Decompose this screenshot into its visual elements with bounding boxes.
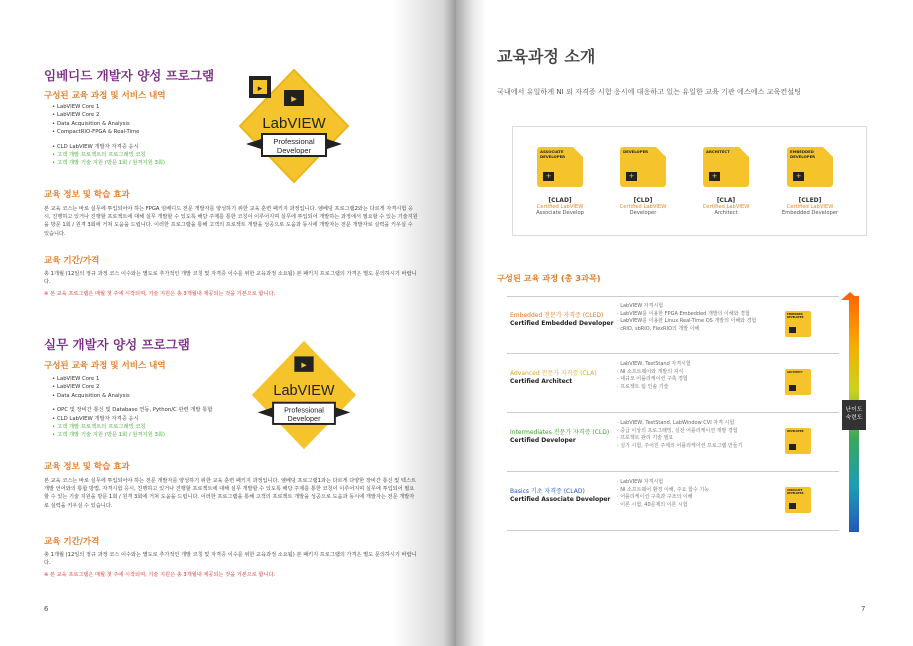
cert-line1: Certified LabVIEW [702, 204, 750, 210]
list-item: · 실기 시험, 주어진 주제의 어플리케이션 프로그램 만들기 [617, 443, 742, 451]
section2-title: 실무 개발자 양성 프로그램 [44, 337, 190, 352]
labview-logo-icon [789, 327, 796, 333]
badge-developer-text: Developer [276, 146, 312, 155]
badge-labview-text: LabVIEW [262, 115, 326, 132]
list-item: • 고객 개발 기술 지원 (방문 1회 / 원격지원 3회) [52, 159, 165, 167]
labview-logo-icon: + [543, 172, 554, 181]
cert-card-title: EMBEDDED DEVELOPER [790, 149, 816, 159]
cert-mini-card [785, 369, 811, 395]
list-item: · LabVIEW, TestStand 자격시험 [617, 361, 691, 369]
course-row-cld [507, 414, 839, 472]
list-item: • 고객 개발 프로젝트의 프로그래밍 코칭 [52, 423, 212, 431]
section2-period-text: 총 1개월 (12일의 정규 과정 코스 이수와는 별도로 추가적인 개발 코칭 및 자격증 이수를 위한 교육과정 소요됨) 본 패키지 프로그램의 가격은 별도 문의하시기 바랍니다. [44, 552, 417, 567]
right-page-title: 교육과정 소개 [497, 47, 596, 66]
badge-professional-text: Professional [284, 405, 324, 415]
cert-mini-card [785, 311, 811, 337]
list-item: • CompactRIO-FPGA & Real-Time [52, 128, 165, 136]
left-page [0, 0, 456, 646]
list-item: • Data Acquisition & Analysis [52, 392, 212, 400]
section1-info-text: 본 교육 코스는 바로 실무에 투입되어야 하는 FPGA 임베디드 전문 개발자를 양성하기 위한 교육 훈련 패키지 과정입니다. 엠베딩 프로그램2와는 다르게 자격시험 응시, 진행하고 있거나 진행할 프로젝트에 대해 실무 개발할 수 있도록 해당 주제를 통한 코칭이 이루어지며 실무에 투입되어 개발하는 과정에서 필요할 수 있는 기술지원을 방문 1회 / 원격 3회에 거쳐 도움을 드립니다. 이러한 프로그램을 통해 고객의 프로젝트 개발을 성공으로 도움과 동시에 개발자는 전문 개발자로 실력을 키우실 수 있습니다. [44, 206, 418, 237]
cert-card-image [620, 147, 666, 187]
course-row-cled [507, 296, 839, 354]
course-row-clad [507, 473, 839, 531]
list-item: · NI 소프트웨어와 개발의 지식 [617, 369, 691, 377]
section1-period-title: 교육 기간/가격 [44, 256, 100, 266]
cert-line1: Certified LabVIEW [536, 204, 584, 210]
list-item: · LabVIEW를 이용한 Linux Real-Time OS 개발의 이해와 경험 [617, 318, 756, 326]
chip-icon [249, 76, 271, 98]
labview-logo-icon: + [709, 172, 720, 181]
list-item: · LabVIEW 자격시험 [617, 303, 756, 311]
badge-developer-text: Developer [287, 414, 321, 424]
course-level-label: Basics 기초 자격증 (CLAD) [510, 488, 585, 495]
cert-cled [775, 147, 845, 216]
cert-line2: Developer [629, 210, 657, 216]
list-item: · cRIO, sbRIO, FlexRIO의 개발 이해 [617, 326, 756, 334]
course-description [617, 303, 756, 333]
list-item: • CLD LabVIEW 개발자 자격증 응시 [52, 143, 165, 151]
section2-info-title: 교육 정보 및 학습 효과 [44, 462, 130, 472]
difficulty-label: 난이도 숙련도 [842, 400, 866, 430]
labview-professional-badge [236, 66, 352, 186]
course-name: Certified Developer [510, 437, 576, 444]
mini-card-title: DEVELOPER [787, 430, 804, 433]
cert-line2: Associate Develop [536, 210, 584, 216]
course-description [617, 361, 691, 391]
list-item: · LabVIEW, TestStand, LabWindow CVI 자격 시험 [617, 420, 742, 428]
cert-card-image [537, 147, 583, 187]
cert-card-title: ARCHITECT [706, 149, 730, 154]
cert-abbr: [CLD] [633, 197, 653, 204]
cert-card-title: ASSOCIATE DEVELOPER [540, 149, 566, 159]
list-item: · LabVIEW 자격시험 [617, 479, 709, 487]
left-page-gutter-shadow [392, 0, 456, 646]
svg-text:▸: ▸ [257, 84, 263, 94]
list-item: • LabVIEW Core 1 [52, 103, 165, 111]
cert-abbr: [CLAD] [548, 197, 572, 204]
section1-info-title: 교육 정보 및 학습 효과 [44, 190, 130, 200]
section1-curriculum-list [52, 103, 165, 168]
list-item: · 대규모 어플리케이션 구축 경험 [617, 376, 691, 384]
list-item: • LabVIEW Core 2 [52, 111, 165, 119]
course-description [617, 420, 742, 450]
course-name: Certified Architect [510, 378, 573, 385]
svg-text:▸: ▸ [301, 357, 307, 371]
course-level [510, 429, 609, 445]
cert-card-image [703, 147, 749, 187]
courses-title: 구성된 교육 과정 (총 3과목) [497, 273, 601, 283]
badge-professional-text: Professional [273, 137, 315, 146]
svg-text:▸: ▸ [291, 92, 297, 105]
cert-abbr: [CLA] [716, 197, 736, 204]
course-level-label: Intermediates 전문가 자격증 (CLD) [510, 429, 610, 436]
course-level-label: Advanced 전문가 자격증 (CLA) [510, 370, 597, 377]
labview-logo-icon [789, 385, 796, 391]
section2-curriculum-list [52, 375, 212, 440]
labview-logo-icon [789, 444, 796, 450]
mini-card-title: EMBEDDED DEVELOPER [787, 313, 804, 319]
mini-card-title: ARCHITECT [787, 371, 803, 374]
section2-note: ※ 본 교육 프로그램은 매월 첫 주에 시작되며, 기술 지원은 총 3개월내 제공되는 것을 기본으로 합니다. [44, 572, 276, 578]
list-item: • Data Acquisition & Analysis [52, 120, 165, 128]
course-name: Certified Embedded Developer [510, 320, 614, 327]
cert-abbr: [CLED] [798, 197, 822, 204]
course-level [510, 312, 614, 328]
course-level-label: Embedded 전문가 자격증 (CLED) [510, 312, 604, 319]
cert-clad [525, 147, 595, 216]
certification-overview [512, 126, 867, 236]
cert-card-title: DEVELOPER [623, 149, 649, 154]
badge-labview-text: LabVIEW [273, 383, 335, 399]
course-name: Certified Associate Developer [510, 496, 611, 503]
labview-logo-icon: + [793, 172, 804, 181]
list-item: • 고객 개발 기술 지원 (방문 1회 / 원격지원 3회) [52, 431, 212, 439]
list-item: • CLD LabVIEW 개발자 자격증 응시 [52, 415, 212, 423]
cert-cld [608, 147, 678, 216]
right-page-gutter-shadow [456, 0, 486, 646]
list-item: • LabVIEW Core 1 [52, 375, 212, 383]
list-item: · NI 소프트웨어 환경 이해, 주요 함수 기능 [617, 487, 709, 495]
course-description [617, 479, 709, 509]
list-item: · LabVIEW를 이용한 FPGA Embedded 개발의 이해와 경험 [617, 311, 756, 319]
list-item: · 어플리케이션 구축과 구조의 이해 [617, 494, 709, 502]
cert-line2: Embedded Developer [781, 210, 839, 216]
list-item: • OPC 및 장비간 통신 및 Database 연동, Python/C 관련 개발 통합 [52, 406, 212, 414]
section1-curriculum-title: 구성된 교육 과정 및 서비스 내역 [44, 91, 166, 101]
list-item: · 프로젝트 관리 기술 필요 [617, 435, 742, 443]
right-page-intro: 국내에서 유일하게 NI 외 자격증 시험 응시에 대응하고 있는 유일한 교육 기관 에스에스 교육컨설팅 [497, 87, 801, 96]
list-item: · 중급 이상의 프로그래밍, 실전 어플리케이션 개발 경험 [617, 428, 742, 436]
page-number: 7 [861, 605, 866, 613]
list-item: · 이론 시험, 40문제의 이론 시험 [617, 502, 709, 510]
cert-mini-card [785, 487, 811, 513]
cert-line2: Architect [714, 210, 738, 216]
labview-professional-badge [248, 336, 360, 454]
course-level [510, 488, 610, 504]
course-row-cla [507, 355, 839, 413]
cert-line1: Certified LabVIEW [786, 204, 834, 210]
page-number: 6 [44, 605, 49, 613]
cert-card-image [787, 147, 833, 187]
section2-period-title: 교육 기간/가격 [44, 537, 100, 547]
list-item: • LabVIEW Core 2 [52, 383, 212, 391]
section1-title: 임베디드 개발자 양성 프로그램 [44, 68, 215, 83]
list-item: • 고객 개발 프로젝트의 프로그래밍 코칭 [52, 151, 165, 159]
section2-info-text: 본 교육 코스는 바로 실무에 투입되어야 하는 전문 개발자를 양성하기 위한 교육 훈련 패키지 과정입니다. 엠베딩 프로그램1과는 다르게 다양한 장비간 통신 및 텍스트 개발 언어와의 통합 방법, 자격시험 응시, 진행하고 있거나 진행할 프로젝트에 대해 실무 개발할 수 있도록 해당 주제를 통한 코칭이 이루어지며 실무에 투입되어 필요할 수 있는 기술 지원을 방문 1회 / 원격 3회에 거쳐 도움을 드립니다. 이러한 프로그램을 통해 고객의 프로젝트 개발을 성공으로 도움과 동시에 개발자는 전문 개발자로 실력을 키우실 수 있습니다. [44, 478, 416, 509]
mini-card-title: ASSOCIATE DEVELOPER [787, 489, 804, 495]
cert-cla [691, 147, 761, 216]
section1-note: ※ 본 교육 프로그램은 매월 첫 주에 시작되며, 기술 지원은 총 3개월내 제공되는 것을 기본으로 합니다. [44, 291, 276, 297]
section1-period-text: 총 1개월 (12일의 정규 과정 코스 이수와는 별도로 추가적인 개발 코칭 및 자격증 이수를 위한 교육과정 소요됨) 본 패키지 프로그램의 가격은 별도 문의하시기 바랍니다. [44, 271, 417, 286]
section2-curriculum-title: 구성된 교육 과정 및 서비스 내역 [44, 361, 166, 371]
cert-mini-card [785, 428, 811, 454]
course-level [510, 370, 597, 386]
labview-logo-icon [789, 503, 796, 509]
list-item: · 프로젝트 팀 인솔 기술 [617, 384, 691, 392]
cert-line1: Certified LabVIEW [619, 204, 667, 210]
labview-logo-icon: + [626, 172, 637, 181]
